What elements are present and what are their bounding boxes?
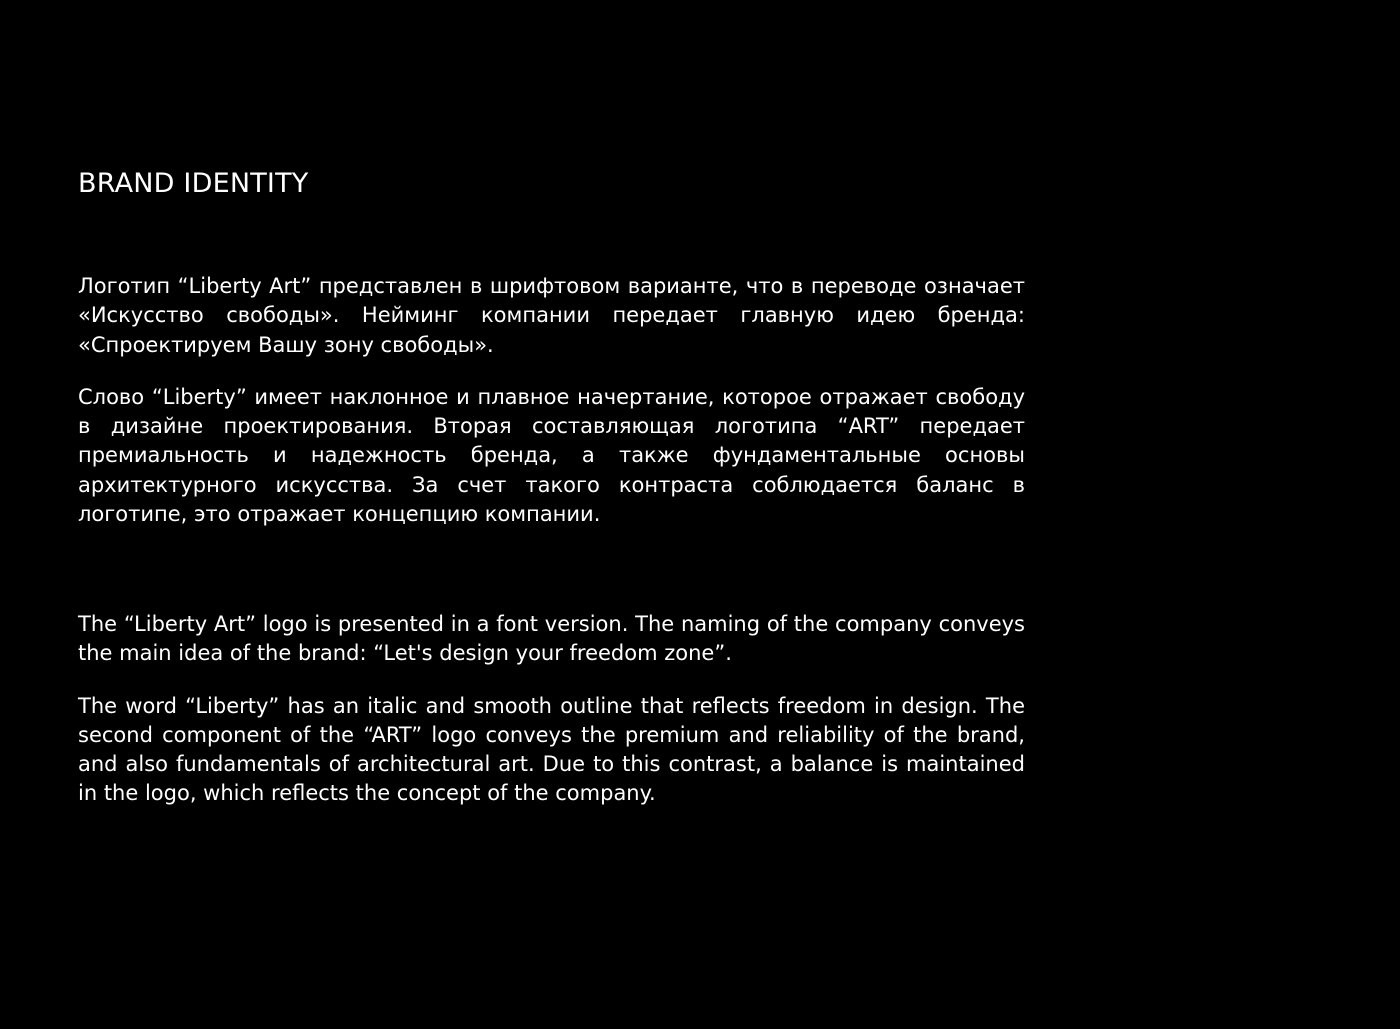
english-paragraph-2: The word “Liberty” has an italic and smooth outline that reflects freedom in design. The second component of the “ART” logo conveys the premium and reliability of the brand, and also fundamentals of architectural art. Due to this contrast, a balance is maintained in the logo, which reflects the concept of the company.	[78, 693, 1025, 806]
russian-paragraph-2: Слово “Liberty” имеет наклонное и плавное начертание, которое отражает свободу в дизайне проектирования. Вторая составляющая логотипа “ART” передает премиальность и надежность бренда, а также фундаментальные основы архитектурного искусства. За счет такого контраста соблюдается баланс в логотипе, это отражает концепцию компании.	[78, 384, 1025, 527]
russian-description	[78, 272, 1025, 529]
english-paragraph-1: The “Liberty Art” logo is presented in a font version. The naming of the company conveys the main idea of the brand: “Let's design your freedom zone”.	[78, 612, 1025, 666]
english-description	[78, 610, 1025, 809]
page-title: BRAND IDENTITY	[78, 168, 309, 199]
russian-paragraph-1: Логотип “Liberty Art” представлен в шрифтовом варианте, что в переводе означает «Искусство свободы». Нейминг компании передает главную идею бренда: «Спроектируем Вашу зону свободы».	[78, 274, 1025, 357]
